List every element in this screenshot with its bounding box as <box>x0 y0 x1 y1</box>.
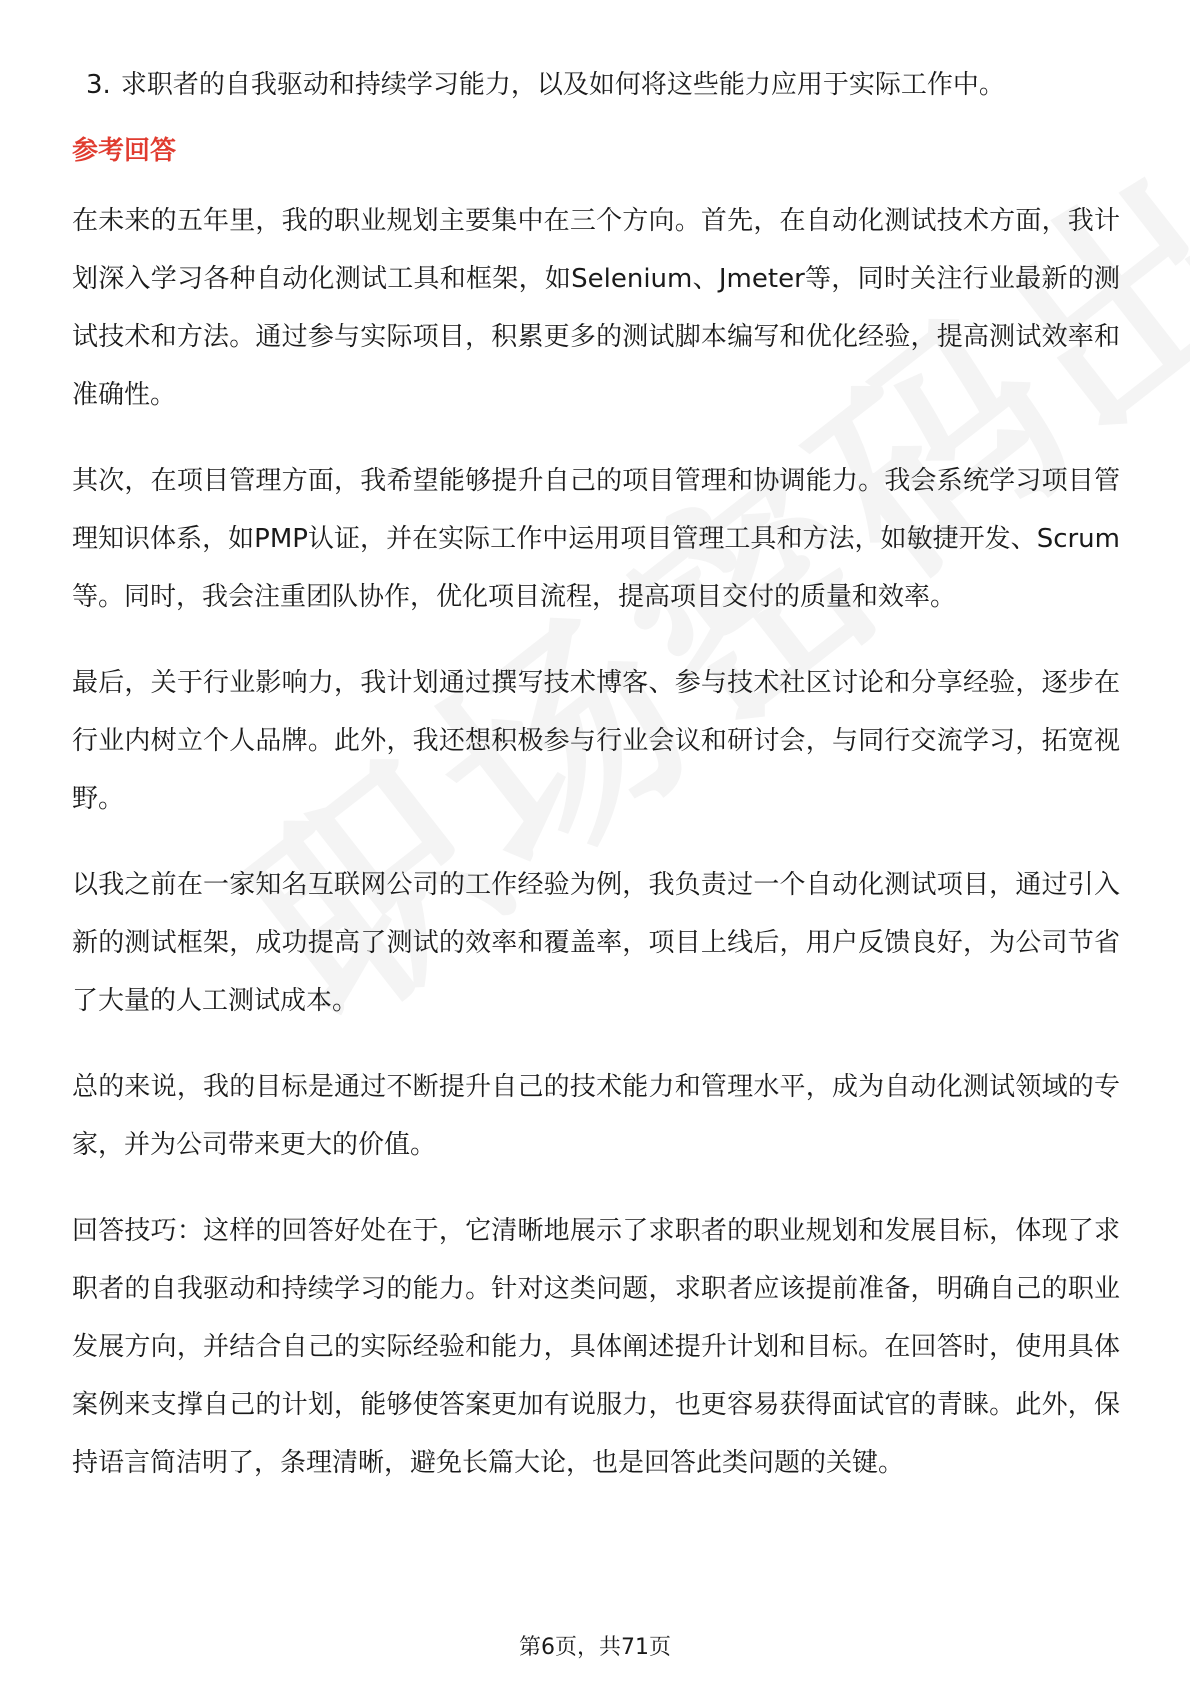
paragraph-example: 以我之前在一家知名互联网公司的工作经验为例，我负责过一个自动化测试项目，通过引入新的测试框架，成功提高了测试的效率和覆盖率，项目上线后，用户反馈良好，为公司节省了大量的人工测试成本。 <box>72 870 1120 1016</box>
paragraph-industry-influence: 最后，关于行业影响力，我计划通过撰写技术博客、参与技术社区讨论和分享经验，逐步在行业内树立个人品牌。此外，我还想积极参与行业会议和研讨会，与同行交流学习，拓宽视野。 <box>72 668 1120 814</box>
paragraph-summary: 总的来说，我的目标是通过不断提升自己的技术能力和管理水平，成为自动化测试领域的专家，并为公司带来更大的价值。 <box>72 1072 1120 1160</box>
list-item <box>86 58 1120 112</box>
section-heading: 参考回答 <box>72 136 177 166</box>
paragraph-project-management: 其次，在项目管理方面，我希望能够提升自己的项目管理和协调能力。我会系统学习项目管理知识体系，如PMP认证，并在实际工作中运用项目管理工具和方法，如敏捷开发、Scrum等。同时，我会注重团队协作，优化项目流程，提高项目交付的质量和效率。 <box>72 466 1120 612</box>
list-item-text: 求职者的自我驱动和持续学习能力，以及如何将这些能力应用于实际工作中。 <box>120 70 1005 100</box>
page-number-footer: 第6页，共71页 <box>519 1635 671 1660</box>
list-item-number: 3. <box>86 70 111 100</box>
page-content <box>72 58 1120 1520</box>
paragraph-answer-tips: 回答技巧：这样的回答好处在于，它清晰地展示了求职者的职业规划和发展目标，体现了求职者的自我驱动和持续学习的能力。针对这类问题，求职者应该提前准备，明确自己的职业发展方向，并结合自己的实际经验和能力，具体阐述提升计划和目标。在回答时，使用具体案例来支撑自己的计划，能够使答案更加有说服力，也更容易获得面试官的青睐。此外，保持语言简洁明了，条理清晰，避免长篇大论，也是回答此类问题的关键。 <box>72 1216 1120 1478</box>
paragraph-career-plan: 在未来的五年里，我的职业规划主要集中在三个方向。首先，在自动化测试技术方面，我计划深入学习各种自动化测试工具和框架，如Selenium、Jmeter等，同时关注行业最新的测试技术和方法。通过参与实际项目，积累更多的测试脚本编写和优化经验，提高测试效率和准确性。 <box>72 206 1120 410</box>
